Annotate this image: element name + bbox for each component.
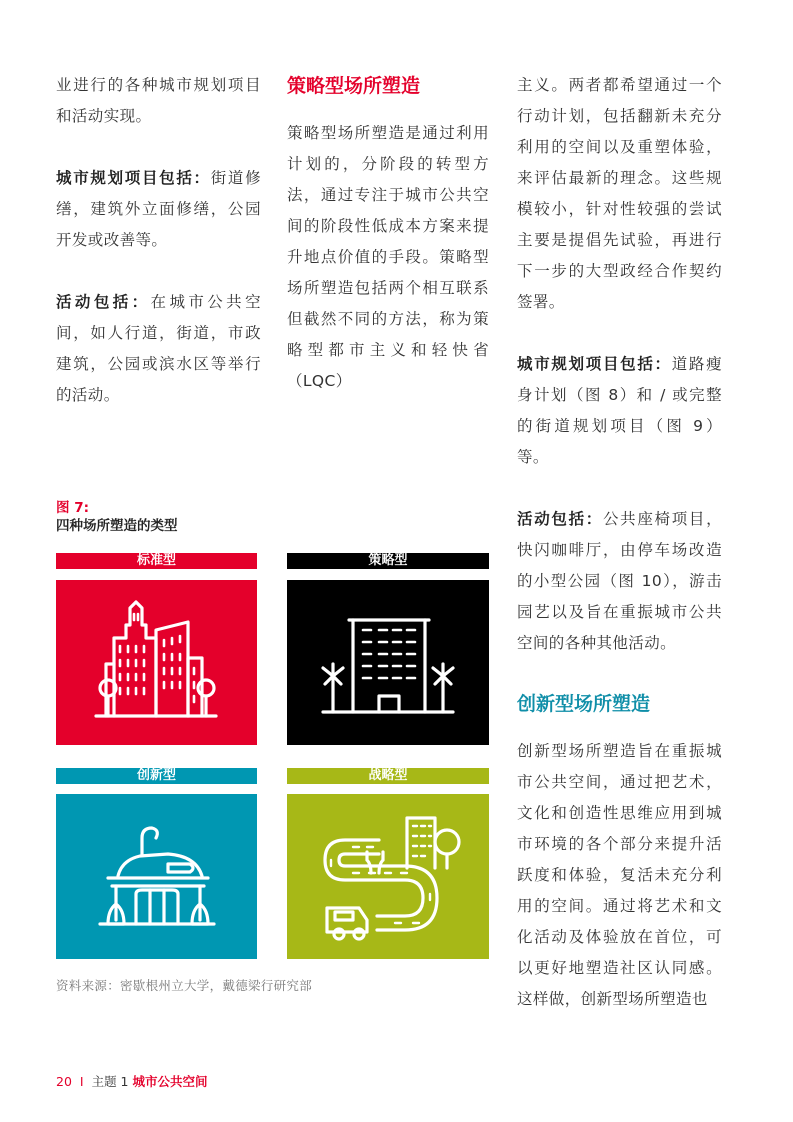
tile-header-strategic: 策略型	[287, 553, 489, 569]
city-buildings-icon	[56, 580, 257, 745]
paragraph-body: 道路瘦身计划（图 8）和 / 或完整的街道规划项目（图 9）等。	[517, 355, 722, 466]
tile-header-tactical: 战略型	[287, 768, 489, 784]
tile-strategic	[287, 580, 489, 745]
paragraph-lead: 城市规划项目包括：	[56, 169, 211, 187]
figure-title: 四种场所塑造的类型	[56, 518, 178, 534]
column-3	[517, 70, 722, 1046]
tile-standard	[56, 580, 257, 745]
tile-header-creative: 创新型	[56, 768, 257, 784]
paragraph: 主义。两者都希望通过一个行动计划，包括翻新未充分利用的空间以及重塑体验，来评估最新的理念。这些规模较小，针对性较强的尝试主要是提倡先试验，再进行下一步的大型政经合作契约签署。	[517, 76, 722, 311]
paragraph-lead: 活动包括：	[56, 293, 151, 311]
topic-prefix: 主题 1	[91, 1074, 129, 1089]
paragraph-body: 在城市公共空间，如人行道，街道，市政建筑，公园或滨水区等举行的活动。	[56, 293, 261, 404]
footer-separator: I	[79, 1074, 84, 1089]
paragraph: 策略型场所塑造是通过利用计划的，分阶段的转型方法，通过专注于城市公共空间的阶段性低成本方案来提升地点价值的手段。策略型场所塑造包括两个相互联系但截然不同的方法，称为策略型都市主义和轻快省（LQC）	[287, 124, 489, 390]
road-car-building-icon	[287, 794, 489, 959]
tile-creative	[56, 794, 257, 959]
tile-header-standard: 标准型	[56, 553, 257, 569]
column-2	[287, 70, 489, 428]
page-number: 20	[56, 1074, 72, 1089]
office-building-palms-icon	[287, 580, 489, 745]
paragraph-body: 街道修缮，建筑外立面修缮，公园开发或改善等。	[56, 169, 261, 249]
paragraph	[517, 349, 722, 473]
paragraph-body: 公共座椅项目，快闪咖啡厅，由停车场改造的小型公园（图 10），游击园艺以及旨在重振城市公共空间的各种其他活动。	[517, 510, 722, 652]
figure-label	[56, 499, 356, 535]
column-1	[56, 70, 261, 442]
section-heading: 策略型场所塑造	[287, 75, 421, 97]
section-heading: 创新型场所塑造	[517, 693, 651, 715]
figure-source: 资料来源：密歇根州立大学，戴德梁行研究部	[56, 978, 313, 993]
figure-number: 图 7:	[56, 500, 89, 516]
paragraph	[56, 287, 261, 411]
tile-tactical	[287, 794, 489, 959]
paragraph	[56, 163, 261, 256]
paragraph: 创新型场所塑造旨在重振城市公共空间，通过把艺术，文化和创造性思维应用到城市环境的各个部分来提升活跃度和体验，复活未充分利用的空间。通过将艺术和文化活动及体验放在首位，可以更好地塑造社区认同感。这样做，创新型场所塑造也	[517, 742, 722, 1008]
paragraph-lead: 城市规划项目包括：	[517, 355, 672, 373]
paragraph: 业进行的各种城市规划项目和活动实现。	[56, 76, 261, 125]
music-venue-icon	[56, 794, 257, 959]
paragraph	[517, 504, 722, 659]
paragraph-lead: 活动包括：	[517, 510, 603, 528]
page-footer	[56, 1072, 208, 1090]
topic-title: 城市公共空间	[132, 1074, 208, 1089]
